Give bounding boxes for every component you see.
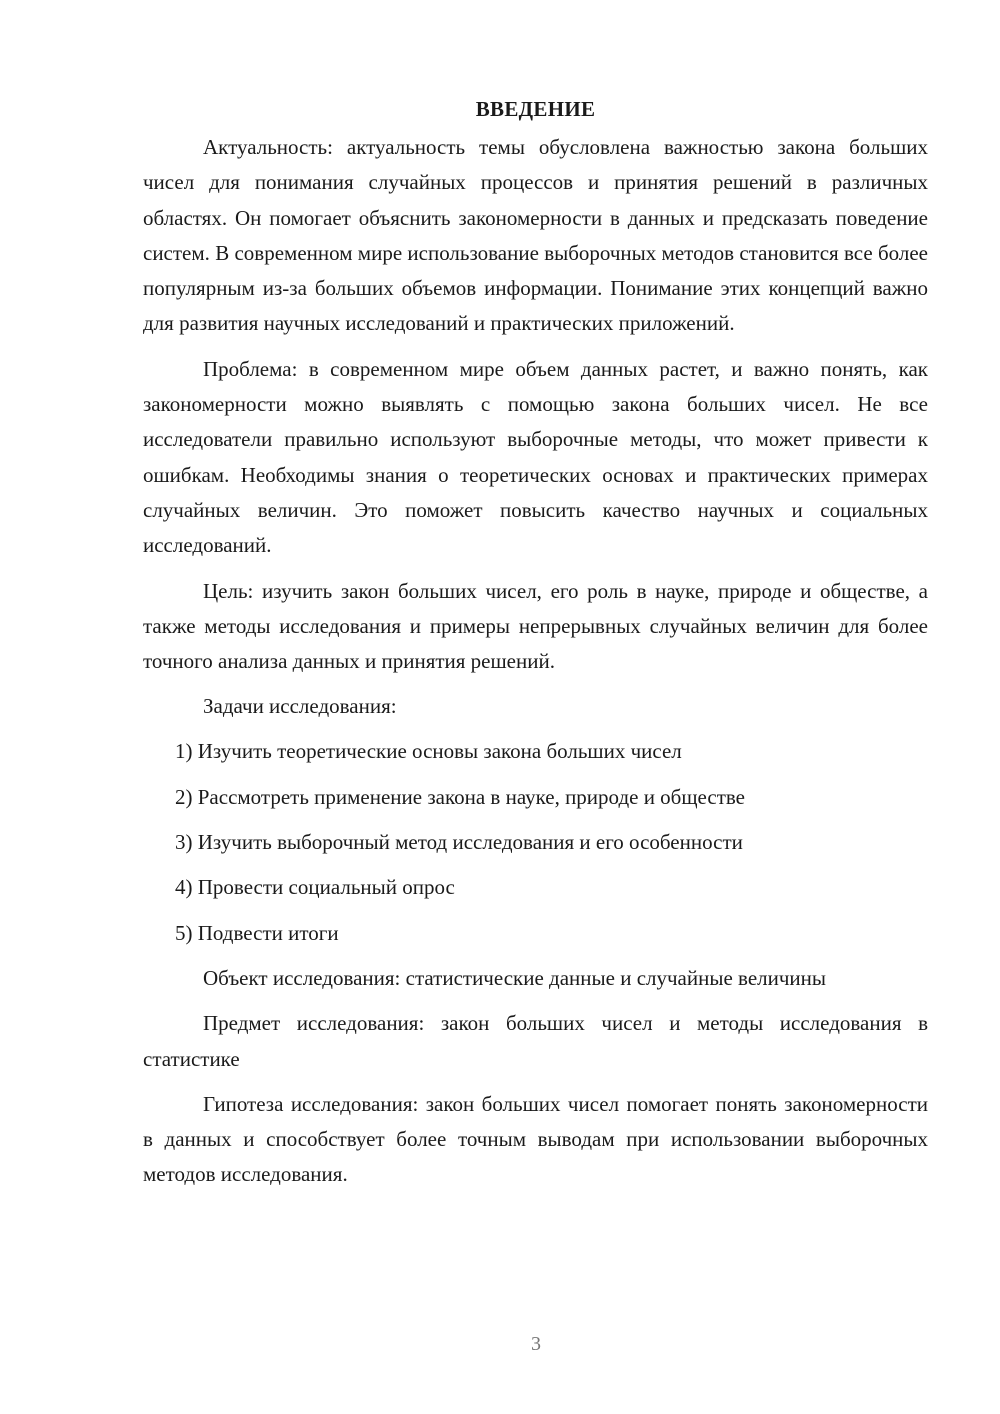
list-item: 1) Изучить теоретические основы закона больших чисел — [175, 739, 682, 764]
list-item: 3) Изучить выборочный метод исследования и его особенности — [175, 830, 743, 855]
subject-paragraph: Предмет исследования: закон больших чисел и методы исследования в статистике — [143, 1011, 928, 1071]
tasks-header: Задачи исследования: — [203, 694, 397, 719]
list-item: 4) Провести социальный опрос — [175, 875, 455, 900]
relevance-paragraph: Актуальность: актуальность темы обусловлена важностью закона больших чисел для понимания случайных процессов и принятия решений в различных областях. Он помогает объяснить закономерности в данных и предсказать поведение систем. В современном мире использование выборочных методов становится все более популярным из-за больших объемов информации. Понимание этих концепций важно для развития научных исследований и практических приложений. — [143, 135, 928, 336]
document-page — [143, 94, 928, 1203]
problem-paragraph: Проблема: в современном мире объем данных растет, и важно понять, как закономерности можно выявлять с помощью закона больших чисел. Не все исследователи правильно используют выборочные методы, что может привести к ошибкам. Необходимы знания о теоретических основах и практических примерах случайных величин. Это поможет повысить качество научных и социальных исследований. — [143, 356, 928, 558]
list-item: 5) Подвести итоги — [175, 920, 339, 945]
tasks-list — [143, 734, 928, 950]
page-number: 3 — [531, 1333, 541, 1355]
object-paragraph: Объект исследования: статистические данные и случайные величины — [203, 965, 827, 990]
page-title: ВВЕДЕНИЕ — [475, 97, 596, 121]
list-item: 2) Рассмотреть применение закона в науке, природе и обществе — [175, 784, 745, 809]
goal-paragraph: Цель: изучить закон больших чисел, его роль в науке, природе и обществе, а также методы исследования и примеры непрерывных случайных величин для более точного анализа данных и принятия решений. — [143, 578, 928, 674]
hypothesis-paragraph: Гипотеза исследования: закон больших чисел помогает понять закономерности в данных и способствует более точным выводам при использовании выборочных методов исследования. — [143, 1091, 928, 1187]
